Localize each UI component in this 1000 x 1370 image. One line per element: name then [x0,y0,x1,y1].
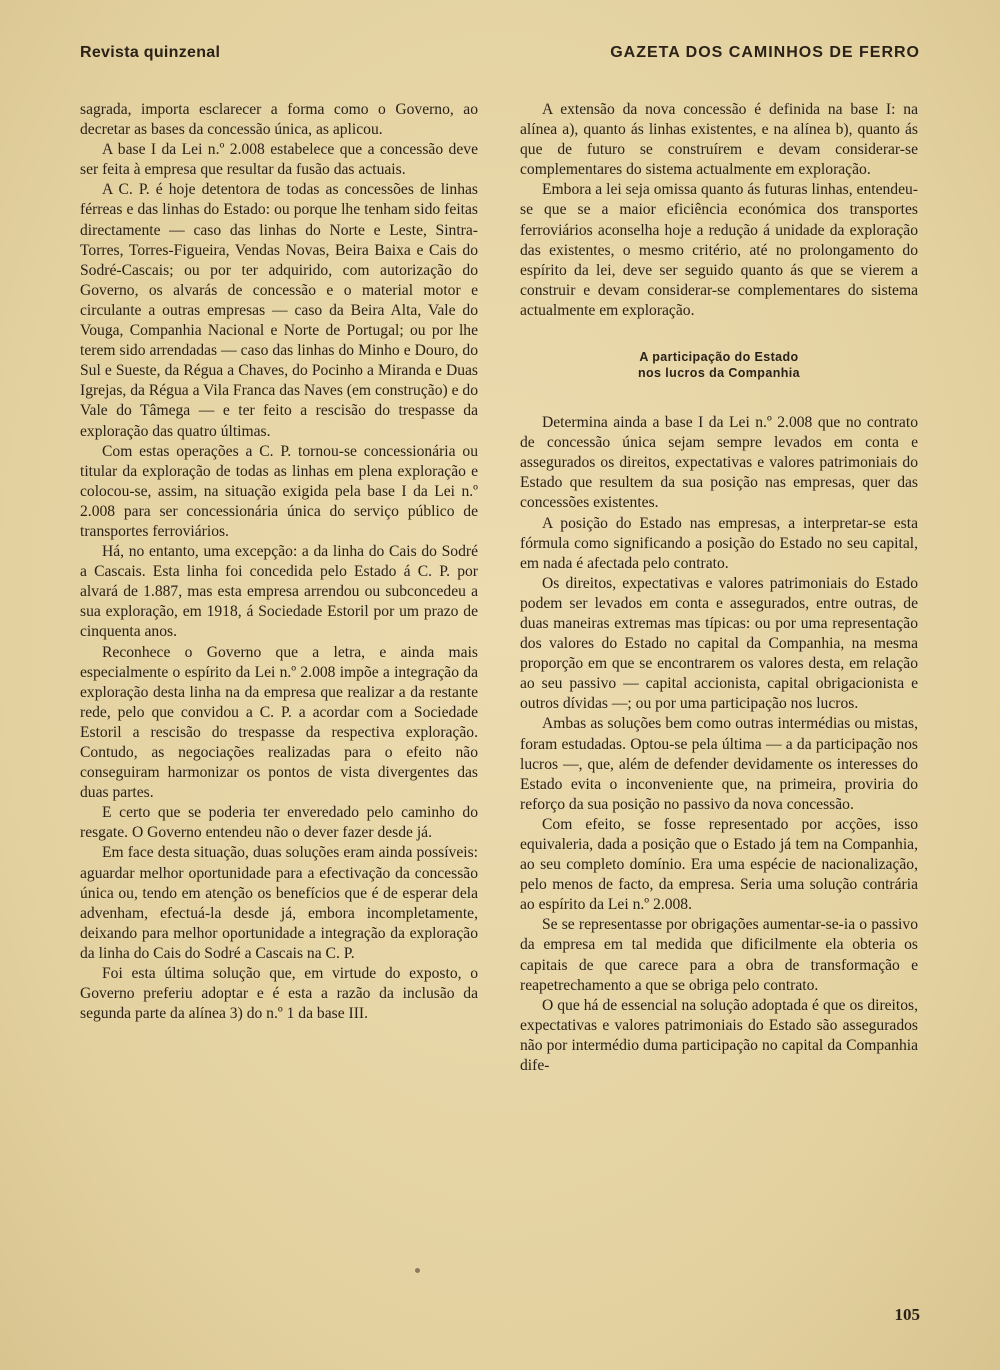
right-column [520,100,918,1076]
paragraph: Foi esta última solução que, em virtude do exposto, o Governo preferiu adoptar e é esta a razão da inclusão da segunda parte da alínea 3) do n.º 1 da base III. [80,965,478,1023]
paragraph: Em face desta situação, duas soluções eram ainda possíveis: aguardar melhor oportunidade para a efectivação da concessão única ou, tendo em atenção os benefícios que é de esperar dela advenham, efectuá-la desde já, embora incompletamente, deixando para melhor oportunidade a integração da exploração da linha do Cais do Sodré a Cascais na C. P. [80,844,478,962]
ink-speck [415,1268,420,1273]
page-number: 105 [894,1305,920,1324]
left-column [80,100,478,1024]
paragraph: A extensão da nova concessão é definida na base I: na alínea a), quanto ás linhas existentes, e na alínea b), quanto ás que de futuro se construírem e devam considerar-se complementares do sistema actualmente em exploração. [520,101,918,179]
paragraph: Reconhece o Governo que a letra, e ainda mais especialmente o espírito da Lei n.º 2.008 impõe a integração da exploração desta linha na da empresa que realizar a da restante rede, pelo que convidou a C. P. a acordar com a Sociedade Estoril a rescisão do trespasse da respectiva exploração. Contudo, as negociações realizadas para o efeito não conseguiram harmonizar os pontos de vista divergentes das duas partes. [80,643,478,802]
section-heading-line: nos lucros da Companhia [637,366,800,381]
paragraph: O que há de essencial na solução adoptada é que os direitos, expectativas e valores patrimoniais do Estado são assegurados não por intermédio duma participação no capital da Companhia dife- [520,996,918,1075]
paragraph: A base I da Lei n.º 2.008 estabelece que a concessão deve ser feita à empresa que resultar da fusão das actuais. [80,141,478,179]
header-left: Revista quinzenal [80,44,221,61]
header-right: GAZETA DOS CAMINHOS DE FERRO [610,44,920,61]
paragraph: A posição do Estado nas empresas, a interpretar-se esta fórmula como significando a posição do Estado no seu capital, em nada é afectada pelo contrato. [520,514,918,572]
paragraph: E certo que se poderia ter enveredado pelo caminho do resgate. O Governo entendeu não o dever fazer desde já. [80,804,478,842]
paragraph: A C. P. é hoje detentora de todas as concessões de linhas férreas e das linhas do Estado: ou porque lhe tenham sido feitas directamente — caso das linhas do Norte e Leste, Sintra-Torres, Torres-Figueira, Vendas Novas, Beira Baixa e Cais do Sodré-Cascais; ou por ter adquirido, com autorização do Governo, os alvarás de concessão e o material motor e circulante a outras empresas — caso da Beira Alta, Vale do Vouga, Companhia Nacional e Norte de Portugal; ou por lhe terem sido arrendadas — caso das linhas do Minho e Douro, do Sul e Sueste, da Régua a Chaves, do Pocinho a Miranda e Duas Igrejas, da Régua a Vila Franca das Naves (em construção) e do Vale do Tâmega — e ter feito a rescisão do trespasse da exploração das quatro últimas. [80,181,478,440]
paragraph: Embora a lei seja omissa quanto ás futuras linhas, entendeu-se que se a maior eficiência económica dos transportes ferroviários aconselha hoje a redução á unidade da exploração das existentes, o mesmo critério, até no prolongamento do espírito da lei, deve ser seguido quanto ás que se vierem a construir e devam considerar-se complementares do sistema actualmente em exploração. [520,181,918,319]
paragraph: Com efeito, se fosse representado por acções, isso equivaleria, dada a posição que o Estado já tem na Companhia, ao seu completo domínio. Era uma espécie de nacionalização, pelo menos de facto, da empresa. Seria uma solução contrária ao espírito da Lei n.º 2.008. [520,815,918,914]
running-header [80,40,920,70]
paragraph: sagrada, importa esclarecer a forma como o Governo, ao decretar as bases da concessão única, as aplicou. [80,101,478,139]
paragraph: Com estas operações a C. P. tornou-se concessionária ou titular da exploração de todas as linhas em plena exploração e colocou-se, assim, na situação exigida pela base I da Lei n.º 2.008 para ser concessionária única do serviço público de transportes ferroviários. [80,442,478,540]
paragraph: Se se representasse por obrigações aumentar-se-ia o passivo da empresa em tal medida que dificilmente ela obteria os capitais de que carece para a obra de transformação e reapetrechamento a que se obriga pelo contrato. [520,916,918,994]
paragraph: Ambas as soluções bem como outras intermédias ou mistas, foram estudadas. Optou-se pela última — a da participação nos lucros —, que, além de defender devidamente os interesses do Estado evita o inconveniente que, na primeira, proviria do reforço da sua posição no passivo da nova concessão. [520,715,918,813]
section-heading [520,349,918,381]
paragraph: Determina ainda a base I da Lei n.º 2.008 que no contrato de concessão única sejam sempre levados em conta e assegurados os direitos, expectativas e valores patrimoniais do Estado que resultem da sua posição nas empresas, quer das concessões existentes. [520,414,918,512]
paragraph: Há, no entanto, uma excepção: a da linha do Cais do Sodré a Cascais. Esta linha foi concedida pelo Estado á C. P. por alvará de 1.887, mas esta empresa arrendou ou subconcedeu a sua exploração, em 1918, á Sociedade Estoril por um prazo de cinquenta anos. [80,543,478,641]
paragraph: Os direitos, expectativas e valores patrimoniais do Estado podem ser levados em conta e assegurados, entre outras, de duas maneiras extremas mas típicas: ou por uma representação dos valores do Estado no capital da Companhia, na mesma proporção em que se encontrarem os valores desta, em relação ao seu passivo — capital accionista, capital obrigacionista e outros dívidas —; ou por uma participação nos lucros. [520,574,918,713]
section-heading-line: A participação do Estado [639,350,799,365]
